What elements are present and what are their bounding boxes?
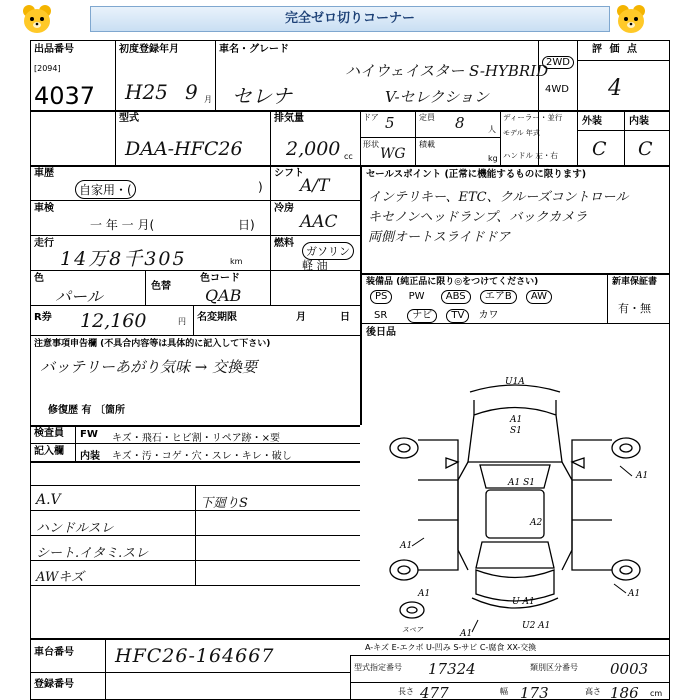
chassis-label: 車台番号 <box>34 647 74 658</box>
model-code: DAA-HFC26 <box>125 138 243 160</box>
color-label: 色 <box>34 273 44 284</box>
recycle-label: R券 <box>34 312 52 323</box>
cm-unit: cm <box>650 689 663 698</box>
reg-year: H25 <box>125 80 168 104</box>
drive-2wd: 2WD <box>542 56 574 69</box>
color-code-label: 色コード <box>200 273 240 284</box>
cool-value: AAC <box>300 212 338 232</box>
model-label: 型式 <box>119 113 139 124</box>
entry-label: 記入欄 <box>34 446 64 457</box>
score-label: 評 価 点 <box>592 44 639 55</box>
model-year-label: モデル 年式 <box>503 129 540 137</box>
shape: WG <box>380 146 406 162</box>
car-name: セレナ <box>232 84 292 108</box>
reg-month: 9 <box>185 80 198 104</box>
after-label: 後日品 <box>366 327 396 338</box>
fuel-gas: ガソリン <box>302 242 354 260</box>
door-label: ドア <box>363 113 379 122</box>
equip-tv: TV <box>446 309 469 323</box>
lot-sub: [2094] <box>34 64 61 73</box>
wid-label: 幅 <box>500 687 508 696</box>
mark-right-front: A1 <box>636 471 649 481</box>
mark-tailgate: U A1 <box>512 597 535 607</box>
recycle-value: 12,160 <box>80 310 147 332</box>
equip-leather: カワ <box>478 310 499 321</box>
sales-line2: キセノンヘッドランプ、バックカメラ <box>368 210 588 225</box>
name-change-month: 月 <box>296 312 306 323</box>
mark-rear-corner: A1 <box>460 629 473 638</box>
color-code: QAB <box>205 286 242 305</box>
capacity: 8 <box>455 114 465 132</box>
defects-ext: キズ・飛石・ヒビ割・リペア跡・×要 <box>112 433 280 444</box>
disp-label: 排気量 <box>274 113 304 124</box>
cool-label: 冷房 <box>274 203 294 214</box>
equip-label: 装備品 (純正品に限り◎をつけてください) <box>366 277 539 287</box>
grade-line2: V-セレクション <box>385 88 489 106</box>
mark-roof-a2: A2 <box>530 518 543 528</box>
corner-banner: 完全ゼロ切りコーナー <box>90 6 610 32</box>
color-change-label: 色替 <box>151 281 171 292</box>
remark-2: ハンドルスレ <box>36 521 114 536</box>
name-change-label: 名変期限 <box>197 312 237 323</box>
load-label: 積載 <box>419 140 435 149</box>
damage-legend: A-キズ E-エクボ U-凹み S-サビ C-腐食 XX-交換 <box>365 643 537 652</box>
notes-label: 注意事項申告欄 (不具合内容等は具体的に記入して下さい) <box>34 339 271 349</box>
disp-unit: cc <box>344 152 353 161</box>
equip-navi: ナビ <box>407 309 437 323</box>
equip-aw: AW <box>526 290 552 304</box>
doors: 5 <box>385 114 395 132</box>
lot-label: 出品番号 <box>34 44 74 55</box>
handle-label: ハンドル 左・右 <box>503 151 558 160</box>
cat-number: 0003 <box>610 660 649 678</box>
shaken-value: 一 年 一 月( <box>90 218 155 232</box>
equip-airbag: エアB <box>480 290 517 304</box>
hgt-value: 186 <box>610 684 639 700</box>
fuel-label: 燃料 <box>274 238 294 249</box>
mark-left-rear: A1 <box>400 541 413 551</box>
equip-pw: PW <box>408 291 425 302</box>
mark-spare: スペア <box>402 626 423 634</box>
mark-rear-bumper: U2 A1 <box>522 621 551 631</box>
ext-label: 外装 <box>582 116 602 127</box>
ext-grade: C <box>592 138 607 160</box>
remark-1: A.V <box>36 492 61 508</box>
fuel-diesel: 軽 油 <box>302 259 328 272</box>
equip-row-1 <box>370 290 558 304</box>
shaken-label: 車検 <box>34 203 54 214</box>
inspector-label: 検査員 <box>34 428 64 439</box>
mileage-unit: km <box>230 257 243 266</box>
wid-value: 173 <box>520 684 549 700</box>
hgt-label: 高さ <box>585 687 601 696</box>
history-label: 車歴 <box>34 168 54 179</box>
spec-number: 17324 <box>428 660 476 678</box>
mileage-label: 走行 <box>34 238 54 249</box>
bear-mascot-left-icon <box>20 3 54 35</box>
shift-label: シフト <box>274 168 304 179</box>
equip-ps: PS <box>370 290 392 304</box>
sales-label: セールスポイント (正常に機能するものに限ります) <box>366 169 587 180</box>
notes-value: バッテリーあがり気味 → 交換要 <box>40 358 258 376</box>
bear-mascot-right-icon <box>614 3 648 35</box>
displacement: 2,000 <box>286 138 341 160</box>
name-change-day: 日 <box>340 312 350 323</box>
sales-line3: 両側オートスライドドア <box>368 230 511 245</box>
shift-value: A/T <box>300 176 330 196</box>
equip-row-2 <box>374 306 515 323</box>
interior-label: 内装 <box>80 451 100 462</box>
fw-label: FW <box>80 429 98 440</box>
new-warranty-value: 有・無 <box>618 302 651 315</box>
shaken-day: 日) <box>238 218 255 232</box>
reg-month-unit: 月 <box>204 95 212 104</box>
history-value: 自家用・( <box>75 180 136 199</box>
mark-hood-a: A1 <box>510 415 523 425</box>
car-damage-diagram <box>362 370 668 638</box>
equip-sr: SR <box>374 310 388 321</box>
mark-left-rear-bumper: A1 <box>418 589 431 599</box>
recycle-unit: 円 <box>178 317 186 326</box>
int-grade: C <box>638 138 653 160</box>
reg-label: 初度登録年月 <box>119 44 179 55</box>
mark-right-rear: A1 <box>628 589 641 599</box>
cap-label: 定員 <box>419 113 435 122</box>
grade-line1: ハイウェイスター S-HYBRID <box>345 62 549 80</box>
load-unit: kg <box>488 154 498 163</box>
reg-no-label: 登録番号 <box>34 679 74 690</box>
lot-number: 4037 <box>34 82 96 110</box>
sales-line1: インテリキー、ETC、クルーズコントロール <box>368 190 629 205</box>
remark-4: AWキズ <box>36 570 84 585</box>
len-value: 477 <box>420 684 449 700</box>
spec-label: 型式指定番号 <box>354 663 402 672</box>
len-label: 長さ <box>398 687 414 696</box>
mark-front-bumper: U1A <box>505 377 525 387</box>
defects-int: キズ・汚・コゲ・穴・スレ・キレ・破し <box>112 451 292 462</box>
drive-4wd: 4WD <box>545 84 569 95</box>
mark-hood-s: S1 <box>510 426 522 436</box>
cat-label: 類別区分番号 <box>530 663 578 672</box>
score-value: 4 <box>608 76 622 101</box>
repair-label: 修復歴 有 〔箇所 <box>48 405 125 416</box>
remark-3: シート.イタミ.スレ <box>36 546 149 561</box>
name-label: 車名・グレード <box>219 44 289 55</box>
dealer-label: ディーラー・並行 <box>503 113 563 122</box>
equip-abs: ABS <box>441 290 471 304</box>
chassis-number: HFC26-164667 <box>115 645 275 667</box>
color-value: パール <box>55 287 103 306</box>
mileage-value: 14万8千305 <box>60 248 187 270</box>
cap-unit: 人 <box>488 125 496 134</box>
int-label: 内装 <box>629 116 649 127</box>
history-close: ) <box>258 180 263 194</box>
mark-roof-a: A1 S1 <box>508 478 535 488</box>
shape-label: 形状 <box>363 140 379 149</box>
new-warranty-label: 新車保証書 <box>612 277 658 287</box>
remark-5: 下廻りS <box>200 496 248 511</box>
